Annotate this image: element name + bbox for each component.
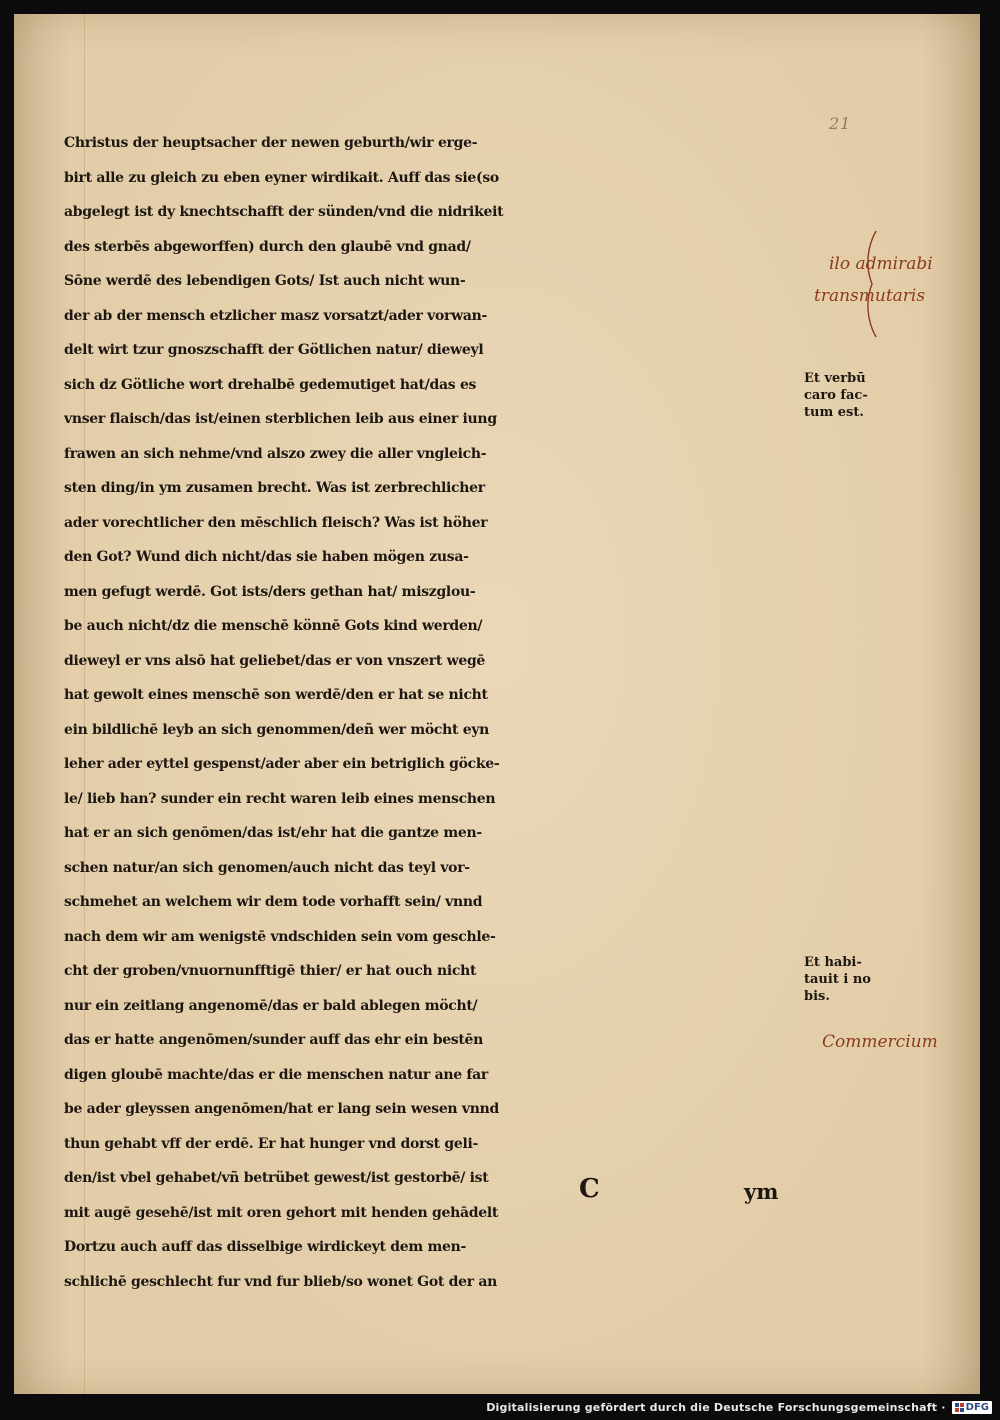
text-line: be auch nicht/dz die menschē könnē Gots kind werden/: [64, 618, 483, 634]
text-line: vnser flaisch/das ist/einen sterblichen leib aus einer iung: [64, 411, 497, 427]
text-line: des sterbēs abgeworffen) durch den glaubē vnd gnad/: [64, 238, 471, 255]
text-line: ader vorechtlicher den mēschlich fleisch? Was ist höher: [64, 514, 488, 531]
handwritten-bracket: [862, 229, 880, 339]
text-line: birt alle zu gleich zu eben eyner wirdikait. Auff das sie(so: [64, 169, 499, 186]
text-line: le/ lieb han? sunder ein recht waren leib eines menschen: [64, 790, 496, 807]
margin-note-1: Et verbū caro fac- tum est.: [804, 371, 868, 420]
margin-note-2: Et habi- tauit i no bis.: [804, 955, 871, 1004]
text-line: schmehet an welchem wir dem tode vorhafft sein/ vnnd: [64, 894, 483, 910]
text-line: men gefugt werdē. Got ists/ders gethan hat/ miszglou-: [64, 583, 476, 600]
text-line: der ab der mensch etzlicher masz vorsatzt/ader vorwan-: [64, 307, 487, 324]
text-line: leher ader eyttel gespenst/ader aber ein betriglich göcke-: [64, 756, 500, 772]
dfg-mark-icon: [955, 1403, 964, 1412]
text-line: thun gehabt vff der erdē. Er hat hunger vnd dorst geli-: [64, 1135, 479, 1152]
text-line: delt wirt tzur gnoszschafft der Götlichen natur/ dieweyl: [64, 342, 484, 358]
dfg-logo-text: DFG: [965, 1402, 989, 1413]
signature-mark: C: [579, 1174, 600, 1204]
text-line: hat er an sich genōmen/das ist/ehr hat die gantze men-: [64, 825, 482, 841]
text-line: Dortzu auch auff das disselbige wirdickeyt dem men-: [64, 1239, 466, 1255]
text-line: nach dem wir am wenigstē vndschiden sein vom geschle-: [64, 928, 496, 945]
text-line: frawen an sich nehme/vnd alszo zwey die aller vngleich-: [64, 445, 487, 462]
dfg-logo: [952, 1401, 992, 1414]
text-line: hat gewolt eines menschē son werdē/den er hat se nicht: [64, 687, 488, 703]
digitization-credit: [486, 1401, 992, 1414]
main-text-block: [64, 126, 824, 1299]
text-line: das er hatte angenōmen/sunder auff das ehr ein bestēn: [64, 1032, 484, 1048]
text-line: den Got? Wund dich nicht/das sie haben mögen zusa-: [64, 549, 469, 565]
book-page: [14, 14, 980, 1394]
credit-text: Digitalisierung gefördert durch die Deutsche Forschungsgemeinschaft ·: [486, 1401, 946, 1414]
text-line: den/ist vbel gehabet/vñ betrübet gewest/ist gestorbē/ ist: [64, 1170, 489, 1186]
text-line: schen natur/an sich genomen/auch nicht das teyl vor-: [64, 859, 470, 876]
text-line: be ader gleyssen angenōmen/hat er lang sein wesen vnnd: [64, 1101, 499, 1117]
text-line: Christus der heuptsacher der newen geburth/wir erge-: [64, 135, 478, 151]
text-line: mit augē gesehē/ist mit oren gehort mit henden gehādelt: [64, 1204, 499, 1221]
text-line: cht der groben/vnuornunfftigē thier/ er hat ouch nicht: [64, 963, 477, 979]
text-line: Sōne werdē des lebendigen Gots/ Ist auch nicht wun-: [64, 273, 466, 289]
text-line: dieweyl er vns alsō hat geliebet/das er von vnszert wegē: [64, 652, 486, 669]
catchword: ym: [744, 1179, 779, 1204]
text-line: ein bildlichē leyb an sich genommen/deñ wer möcht eyn: [64, 721, 490, 738]
text-line: sten ding/in ym zusamen brecht. Was ist zerbrechlicher: [64, 480, 485, 496]
text-line: abgelegt ist dy knechtschafft der sünden/vnd die nidrikeit: [64, 204, 504, 220]
text-line: nur ein zeitlang angenomē/das er bald ablegen möcht/: [64, 997, 478, 1014]
handwritten-note-2: transmutaris: [814, 286, 926, 306]
handwritten-note-3: Commercium: [822, 1032, 938, 1052]
folio-number: 21: [829, 114, 852, 133]
text-line: sich dz Götliche wort drehalbē gedemutiget hat/das es: [64, 376, 477, 393]
text-line: digen gloubē machte/das er die menschen natur ane far: [64, 1066, 488, 1083]
handwritten-note-1: ilo admirabi: [829, 254, 933, 274]
text-line: schlichē geschlecht fur vnd fur blieb/so wonet Got der an: [64, 1273, 498, 1290]
